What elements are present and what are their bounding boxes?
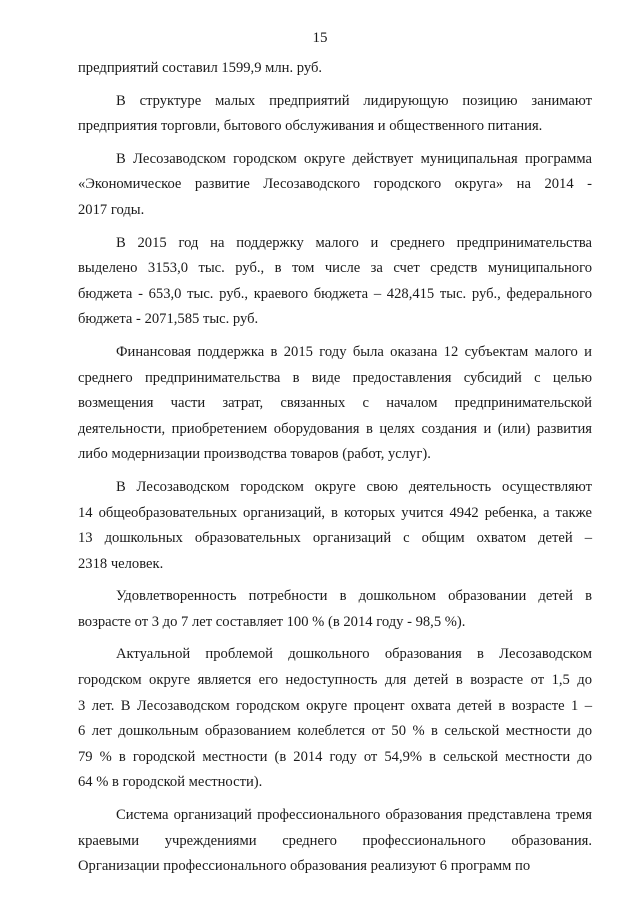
text-line: городском округе является его недоступность для детей в возрасте от 1,5 до [78, 672, 592, 689]
text-line: В Лесозаводском городском округе действует муниципальная программа [116, 150, 592, 167]
text-line: 2017 годы. [78, 201, 145, 218]
paragraph [78, 147, 592, 224]
text-line: Актуальной проблемой дошкольного образования в Лесозаводском [116, 646, 592, 663]
text-line: возрасте от 3 до 7 лет составляет 100 % (в 2014 году - 98,5 %). [78, 613, 466, 630]
text-line: бюджета - 653,0 тыс. руб., краевого бюджета – 428,415 тыс. руб., федерального [78, 285, 592, 302]
paragraph-gap [78, 468, 592, 475]
text-line: предприятия торговли, бытового обслуживания и общественного питания. [78, 118, 543, 135]
text-line: В структуре малых предприятий лидирующую позицию занимают [116, 92, 592, 109]
paragraph [78, 231, 592, 333]
paragraph [78, 340, 592, 468]
paragraph-gap [78, 140, 592, 147]
text-line: 3 лет. В Лесозаводском городском округе процент охвата детей в возрасте 1 – [78, 697, 592, 714]
paragraph [78, 584, 592, 635]
document-body [78, 56, 592, 880]
text-line: 13 дошкольных образовательных организаций с общим охватом детей – [78, 530, 592, 547]
page-number: 15 [312, 30, 328, 46]
text-line: среднего предпринимательства в виде предоставления субсидий с целью [78, 369, 592, 386]
paragraph-gap [78, 333, 592, 340]
text-line: выделено 3153,0 тыс. руб., в том числе за счет средств муниципального [78, 260, 592, 277]
text-line: В Лесозаводском городском округе свою деятельность осуществляют [116, 478, 592, 495]
paragraph [78, 56, 592, 82]
text-line: В 2015 год на поддержку малого и среднего предпринимательства [116, 234, 592, 251]
text-line: либо модернизации производства товаров (работ, услуг). [78, 446, 431, 463]
text-line: 6 лет дошкольным образованием колеблется от 50 % в сельской местности до [78, 723, 592, 740]
text-line: «Экономическое развитие Лесозаводского городского округа» на 2014 - [78, 176, 592, 193]
text-line: Организации профессионального образования реализуют 6 программ по [78, 858, 531, 875]
text-line: бюджета - 2071,585 тыс. руб. [78, 311, 259, 328]
text-line: возмещения части затрат, связанных с началом предпринимательской [78, 395, 592, 412]
text-line: 2318 человек. [78, 555, 164, 572]
paragraph-gap [78, 82, 592, 89]
paragraph-gap [78, 635, 592, 642]
text-line: предприятий составил 1599,9 млн. руб. [78, 60, 323, 76]
text-line: 64 % в городской местности). [78, 774, 263, 791]
text-line: деятельности, приобретением оборудования в целях создания и (или) развития [78, 420, 592, 437]
text-line: краевыми учреждениями среднего профессионального образования. [78, 832, 592, 849]
paragraph [78, 89, 592, 140]
text-line: Система организаций профессионального образования представлена тремя [116, 807, 592, 824]
paragraph-gap [78, 224, 592, 231]
text-line: Удовлетворенность потребности в дошкольном образовании детей в [116, 588, 592, 605]
text-line: 14 общеобразовательных организаций, в которых учится 4942 ребенка, а также [78, 504, 592, 521]
paragraph-gap [78, 796, 592, 803]
paragraph [78, 642, 592, 796]
paragraph [78, 475, 592, 577]
text-line: Финансовая поддержка в 2015 году была оказана 12 субъектам малого и [116, 343, 592, 360]
paragraph-gap [78, 577, 592, 584]
paragraph [78, 803, 592, 880]
text-line: 79 % в городской местности (в 2014 году от 54,9% в сельской местности до [78, 748, 592, 765]
